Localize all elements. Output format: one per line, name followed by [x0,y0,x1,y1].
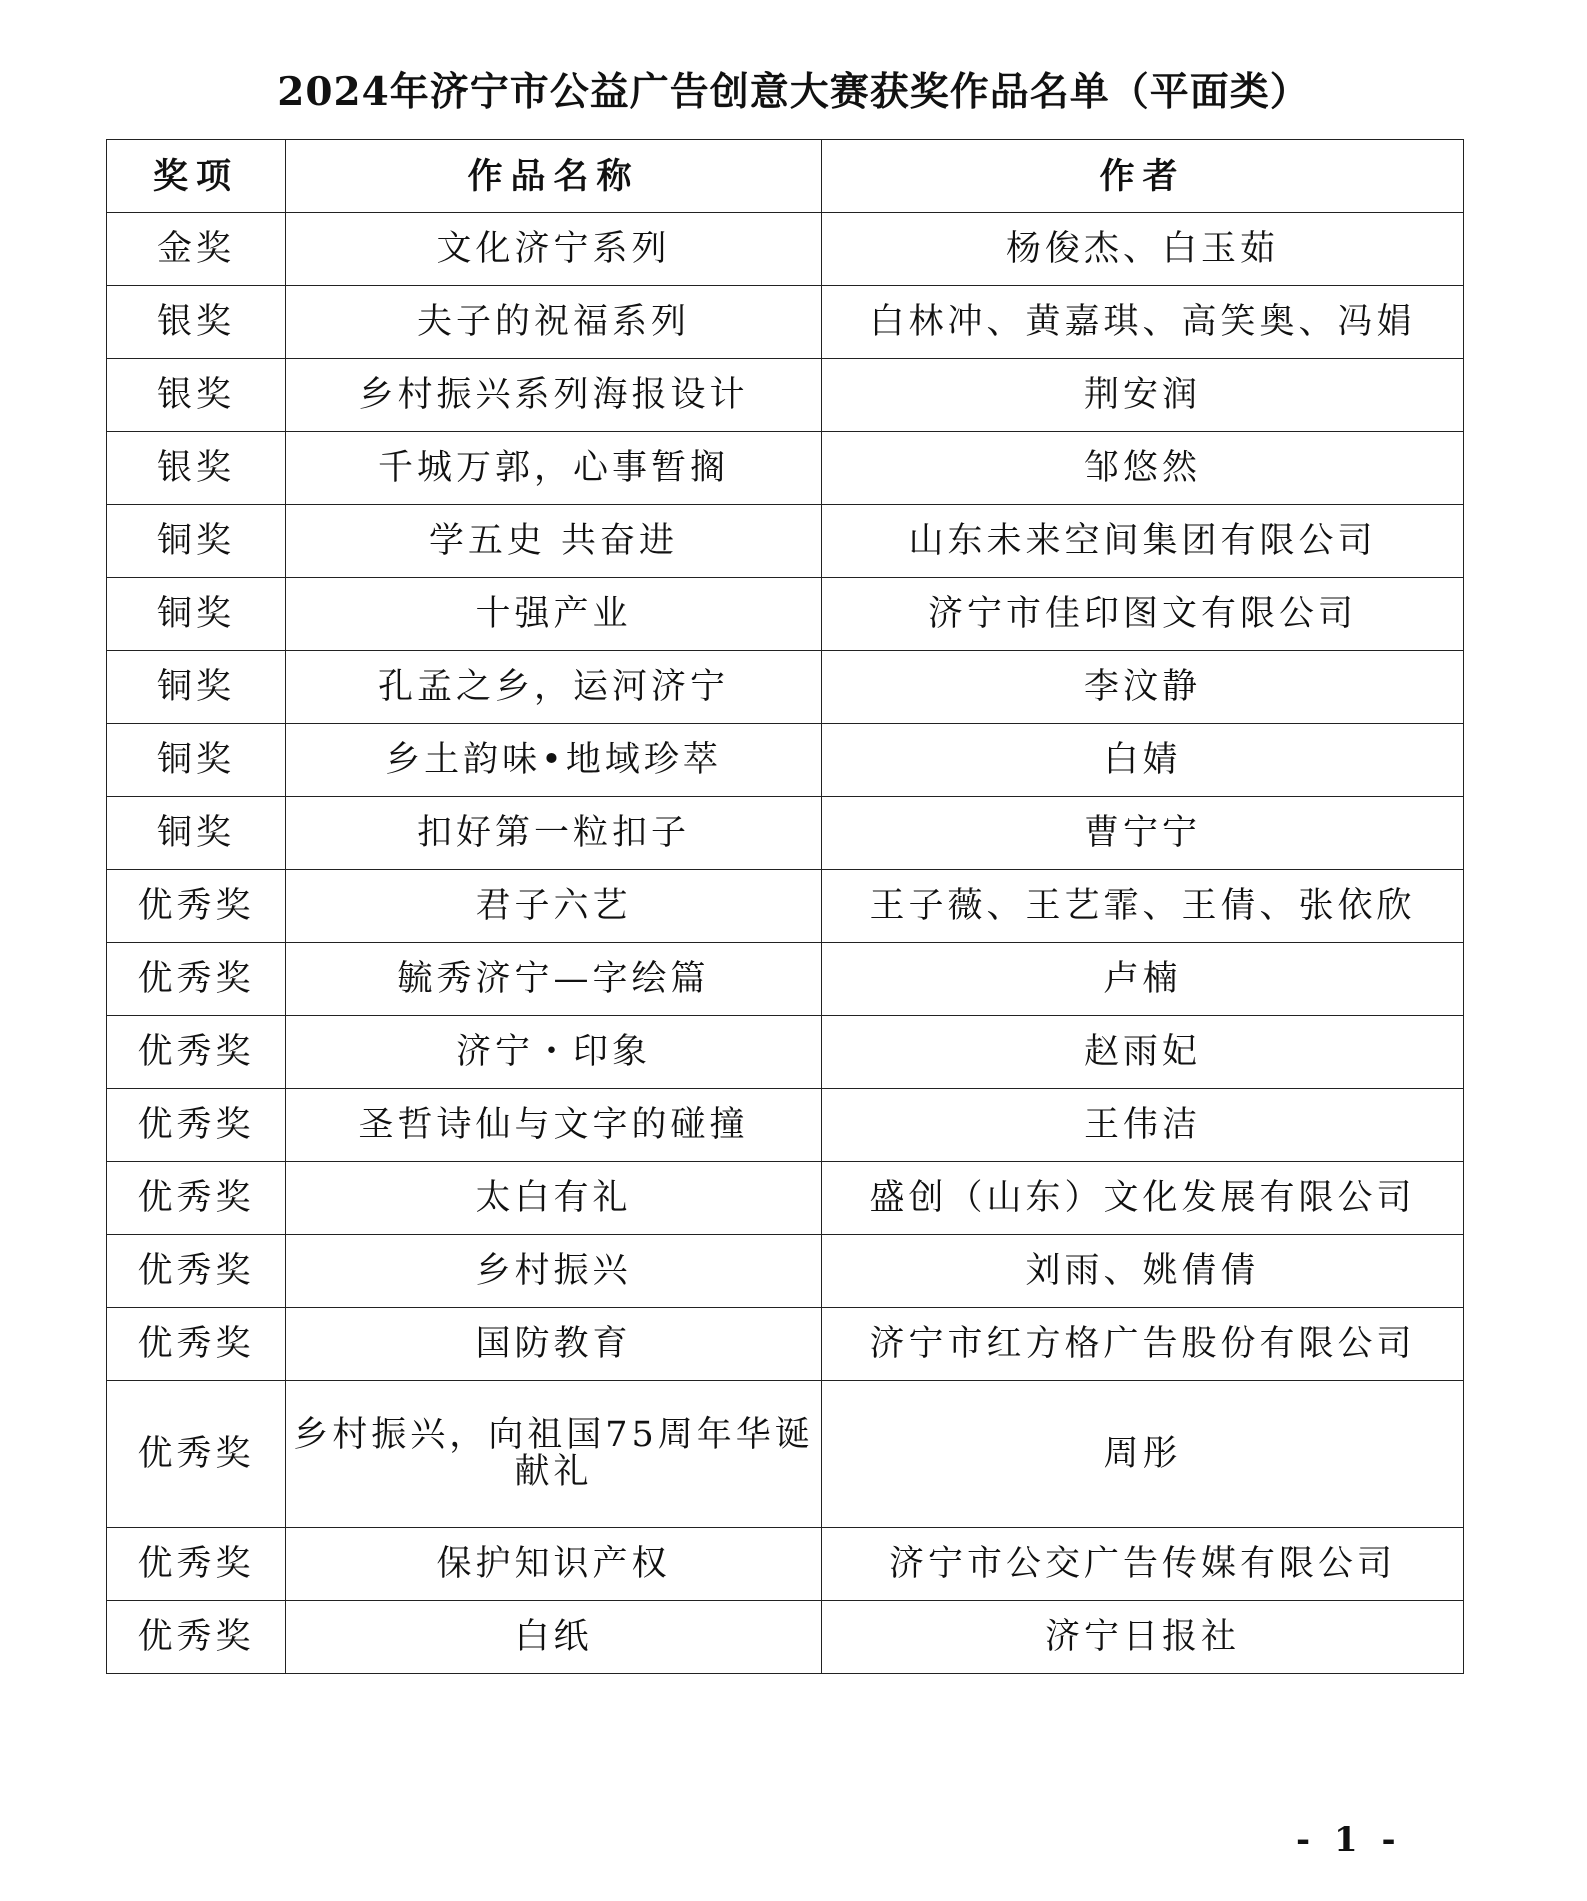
award-cell: 铜奖 [107,724,286,797]
work-cell: 学五史 共奋进 [286,505,822,578]
table-row [107,213,1464,286]
award-table [106,139,1464,1674]
award-cell: 铜奖 [107,578,286,651]
table-row [107,1601,1464,1674]
work-cell: 扣好第一粒扣子 [286,797,822,870]
table-row [107,943,1464,1016]
table-row [107,1162,1464,1235]
author-cell: 济宁市公交广告传媒有限公司 [822,1528,1464,1601]
award-cell: 优秀奖 [107,1162,286,1235]
work-cell: 乡村振兴系列海报设计 [286,359,822,432]
award-cell: 银奖 [107,286,286,359]
page-number: - 1 - [1296,1820,1402,1860]
table-row [107,870,1464,943]
author-cell: 济宁日报社 [822,1601,1464,1674]
page-title: 2024年济宁市公益广告创意大赛获奖作品名单（平面类） [277,69,1310,115]
table-row [107,578,1464,651]
work-cell: 乡村振兴 [286,1235,822,1308]
author-cell: 邹悠然 [822,432,1464,505]
work-cell: 孔孟之乡，运河济宁 [286,651,822,724]
author-cell: 曹宁宁 [822,797,1464,870]
table-row [107,286,1464,359]
author-cell: 山东未来空间集团有限公司 [822,505,1464,578]
column-header-award: 奖项 [107,140,286,213]
award-cell: 优秀奖 [107,1089,286,1162]
table-row [107,1235,1464,1308]
work-cell: 乡土韵味•地域珍萃 [286,724,822,797]
author-cell: 王子薇、王艺霏、王倩、张依欣 [822,870,1464,943]
award-cell: 优秀奖 [107,943,286,1016]
award-cell: 优秀奖 [107,1601,286,1674]
award-cell: 银奖 [107,359,286,432]
award-cell: 优秀奖 [107,1381,286,1528]
award-cell: 铜奖 [107,505,286,578]
table-row [107,1528,1464,1601]
work-cell: 十强产业 [286,578,822,651]
award-cell: 金奖 [107,213,286,286]
author-cell: 周彤 [822,1381,1464,1528]
award-cell: 优秀奖 [107,1308,286,1381]
work-cell: 千城万郭，心事暂搁 [286,432,822,505]
award-cell: 优秀奖 [107,1016,286,1089]
author-cell: 赵雨妃 [822,1016,1464,1089]
award-cell: 优秀奖 [107,870,286,943]
work-cell: 君子六艺 [286,870,822,943]
award-cell: 优秀奖 [107,1235,286,1308]
author-cell: 白婧 [822,724,1464,797]
author-cell: 杨俊杰、白玉茹 [822,213,1464,286]
column-header-work: 作品名称 [286,140,822,213]
author-cell: 刘雨、姚倩倩 [822,1235,1464,1308]
award-cell: 银奖 [107,432,286,505]
table-row [107,797,1464,870]
work-cell: 保护知识产权 [286,1528,822,1601]
table-row [107,1308,1464,1381]
table-row [107,1381,1464,1528]
work-cell: 文化济宁系列 [286,213,822,286]
work-cell: 圣哲诗仙与文字的碰撞 [286,1089,822,1162]
table-row [107,359,1464,432]
work-cell: 济宁・印象 [286,1016,822,1089]
award-cell: 优秀奖 [107,1528,286,1601]
author-cell: 王伟洁 [822,1089,1464,1162]
work-cell: 夫子的祝福系列 [286,286,822,359]
table-row [107,651,1464,724]
table-row [107,505,1464,578]
table-row [107,1089,1464,1162]
author-cell: 盛创（山东）文化发展有限公司 [822,1162,1464,1235]
author-cell: 荆安润 [822,359,1464,432]
award-cell: 铜奖 [107,797,286,870]
author-cell: 卢楠 [822,943,1464,1016]
award-cell: 铜奖 [107,651,286,724]
work-cell: 国防教育 [286,1308,822,1381]
table-row [107,432,1464,505]
column-header-author: 作者 [822,140,1464,213]
work-cell: 太白有礼 [286,1162,822,1235]
table-row [107,724,1464,797]
work-cell: 毓秀济宁—字绘篇 [286,943,822,1016]
author-cell: 济宁市佳印图文有限公司 [822,578,1464,651]
table-header-row [107,140,1464,213]
author-cell: 济宁市红方格广告股份有限公司 [822,1308,1464,1381]
work-cell: 乡村振兴，向祖国75周年华诞献礼 [286,1381,822,1528]
work-cell: 白纸 [286,1601,822,1674]
table-row [107,1016,1464,1089]
author-cell: 白林冲、黄嘉琪、高笑奥、冯娟 [822,286,1464,359]
author-cell: 李汶静 [822,651,1464,724]
